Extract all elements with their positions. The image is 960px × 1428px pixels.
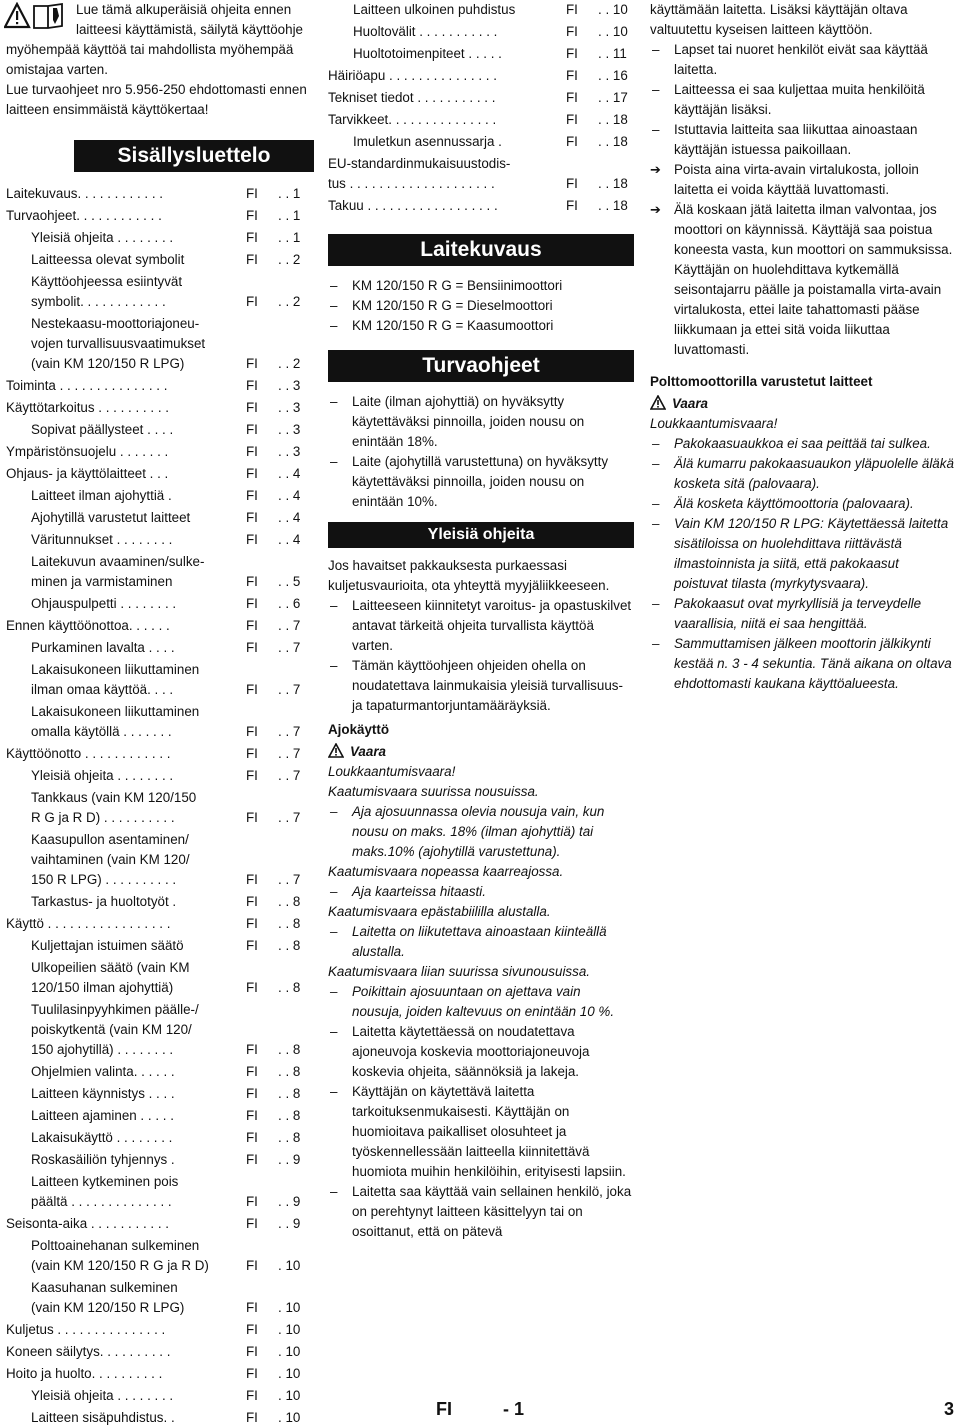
- toc-entry-page: . . 7: [278, 768, 301, 783]
- toc-entry-title: Tarvikkeet. . . . . . . . . . . . . . .: [328, 112, 497, 127]
- toc-entry-title: Häiriöapu . . . . . . . . . . . . . . .: [328, 68, 497, 83]
- toc-entry-title: Kuljetus . . . . . . . . . . . . . . .: [6, 1322, 166, 1337]
- toc-entry-page: . . 8: [278, 980, 301, 995]
- toc-entry[interactable]: [6, 958, 314, 998]
- toc-entry[interactable]: [6, 442, 314, 462]
- toc-entry-title: Huoltovälit . . . . . . . . . . .: [353, 24, 498, 39]
- toc-entry-page: . . 3: [278, 378, 301, 393]
- ajo-dash-2: – Aja kaarteissa hitaasti.: [328, 882, 634, 902]
- toc-entry-lang: FI: [246, 724, 258, 739]
- toc-entry[interactable]: [328, 154, 634, 194]
- list-item: – Sammuttamisen jälkeen moottorin jälkikynti kestää n. 3 - 4 sekuntia. Tänä aikana on oltava ehdottomasti kaukana käyttöalueesta.: [650, 634, 954, 694]
- toc-entry[interactable]: [6, 1342, 314, 1362]
- ajo-line-4: Kaatumisvaara epästabiililla alustalla.: [328, 904, 551, 919]
- toc-entry-page: . . 4: [278, 510, 301, 525]
- toc-entry-title: Käyttöönotto . . . . . . . . . . . .: [6, 746, 171, 761]
- toc-entry-title: Takuu . . . . . . . . . . . . . . . . . .: [328, 198, 498, 213]
- toc-entry-title: Ohjauspulpetti . . . . . . . .: [31, 596, 177, 611]
- toc-entry-lang: FI: [246, 1108, 258, 1123]
- toc-entry[interactable]: [6, 184, 314, 204]
- toc-entry-title: EU-standardinmukaisuustodis- tus . . . . . . . . . . . . . . . . . . . .: [328, 156, 511, 191]
- toc-entry-page: . . 2: [278, 294, 301, 309]
- ajo-line-2: Kaatumisvaara suurissa nousuissa.: [328, 784, 539, 799]
- list-item: – KM 120/150 R G = Bensiinimoottori: [328, 276, 634, 296]
- toc-entry-title: Hoito ja huolto. . . . . . . . . .: [6, 1366, 163, 1381]
- intro-text: Lue tämä alkuperäisiä ohjeita ennen laitteesi käyttämistä, säilytä käyttöohje myöhempää käyttöä tai mahdollista myöhempää omistajaa varten.: [6, 2, 304, 77]
- toc-entry-page: . 10: [278, 1388, 301, 1403]
- toc-entry-page: . . 7: [278, 872, 301, 887]
- footer-number: 3: [944, 1399, 955, 1419]
- toc-entry-lang: FI: [566, 46, 578, 61]
- toc-entry-title: Nestekaasu-moottoriajoneu- vojen turvallisuusvaatimukset (vain KM 120/150 R LPG): [31, 316, 206, 371]
- toc-entry-title: Turvaohjeet. . . . . . . . . . . .: [6, 208, 162, 223]
- toc-entry-page: . 10: [278, 1322, 301, 1337]
- toc-entry[interactable]: [6, 1278, 314, 1318]
- ajo-dash-4: – Poikittain ajosuuntaan on ajettava vain nousuja, joiden kaltevuus on enintään 10 %.: [328, 982, 634, 1022]
- toc-entry-page: . . 1: [278, 208, 301, 223]
- toc-entry-page: . . 4: [278, 532, 301, 547]
- toc-entry-lang: FI: [246, 574, 258, 589]
- toc-entry-lang: FI: [246, 532, 258, 547]
- toc-entry-title: Lakaisukäyttö . . . . . . . .: [31, 1130, 173, 1145]
- toc-entry[interactable]: [6, 1084, 314, 1104]
- toc-entry-page: . 10: [278, 1300, 301, 1315]
- toc-entry-page: . . 3: [278, 444, 301, 459]
- toc-entry-lang: FI: [246, 422, 258, 437]
- toc-entry-title: Ulkopeilien säätö (vain KM 120/150 ilman ajohyttiä): [31, 960, 190, 995]
- toc-entry-title: Tarkastus- ja huoltotyöt .: [31, 894, 177, 909]
- toc-entry-lang: FI: [246, 1258, 258, 1273]
- toc-entry-lang: FI: [246, 208, 258, 223]
- list-item: – Laitteeseen kiinnitetyt varoitus- ja opastuskilvet antavat tärkeitä ohjeita turvallista käyttöä varten.: [328, 596, 634, 656]
- toc-entry[interactable]: [6, 1214, 314, 1234]
- toc-entry-lang: FI: [566, 112, 578, 127]
- table-of-contents-continued: [328, 0, 634, 216]
- toc-entry-page: . . 18: [598, 176, 628, 191]
- toc-entry[interactable]: [328, 88, 634, 108]
- toc-entry-page: . . 8: [278, 1130, 301, 1145]
- toc-entry-page: . 10: [278, 1258, 301, 1273]
- intro: [6, 0, 314, 120]
- toc-entry[interactable]: [6, 660, 314, 700]
- toc-entry-page: . . 16: [598, 68, 628, 83]
- poltto-list: [650, 434, 954, 694]
- toc-entry-lang: FI: [246, 618, 258, 633]
- toc-entry-lang: FI: [566, 134, 578, 149]
- toc-entry-title: Laitteen sisäpuhdistus. .: [31, 1410, 175, 1425]
- vaara-heading: [328, 742, 634, 762]
- toc-entry[interactable]: [6, 206, 314, 226]
- toc-entry-page: . . 8: [278, 1086, 301, 1101]
- toc-entry[interactable]: [6, 892, 314, 912]
- toc-entry-page: . . 8: [278, 894, 301, 909]
- toc-entry[interactable]: [328, 66, 634, 86]
- toc-entry-lang: FI: [246, 510, 258, 525]
- toc-entry-lang: FI: [246, 466, 258, 481]
- toc-entry[interactable]: [6, 250, 314, 270]
- list-item: – Laitteessa ei saa kuljettaa muita henkilöitä käyttäjän lisäksi.: [650, 80, 954, 120]
- toc-entry-page: . . 1: [278, 230, 301, 245]
- column-1: [6, 0, 314, 1428]
- toc-entry-lang: FI: [566, 68, 578, 83]
- column-2: [328, 0, 634, 1242]
- ajokaytto-title: Ajokäyttö: [328, 722, 390, 737]
- list-item: – KM 120/150 R G = Kaasumoottori: [328, 316, 634, 336]
- toc-entry-page: . . 10: [598, 24, 628, 39]
- toc-entry-page: . . 4: [278, 466, 301, 481]
- list-item: – Älä kosketa käyttömoottoria (palovaara).: [650, 494, 954, 514]
- toc-entry-page: . . 2: [278, 252, 301, 267]
- toc-entry-title: Kuljettajan istuimen säätö: [31, 938, 184, 953]
- list-item: – Pakokaasut ovat myrkyllisiä ja terveydelle vaarallisia, niitä ei saa hengittää.: [650, 594, 954, 634]
- col3-list: [650, 40, 954, 160]
- toc-entry-page: . . 5: [278, 574, 301, 589]
- col2-tail-list: [328, 1022, 634, 1242]
- arrow-list-item: ➔ Poista aina virta-avain virtalukosta, jolloin laitetta ei voida käyttää luvattomasti.: [650, 160, 954, 200]
- vaara-label: Vaara: [350, 744, 386, 759]
- toc-entry-page: . . 7: [278, 618, 301, 633]
- toc-entry-page: . . 1: [278, 186, 301, 201]
- toc-entry-title: Ympäristönsuojelu . . . . . . .: [6, 444, 169, 459]
- yleisia-paragraph: Jos havaitset pakkauksesta purkaessasi kuljetusvaurioita, ota yhteyttä myyjäliikkeeseen.: [328, 558, 610, 593]
- toc-entry[interactable]: [6, 616, 314, 636]
- list-item: – Istuttavia laitteita saa liikuttaa ainoastaan käyttäjän istuessa paikoillaan.: [650, 120, 954, 160]
- toc-entry[interactable]: [6, 594, 314, 614]
- list-item: – Käyttäjän on käytettävä laitetta tarkoituksenmukaisesti. Käyttäjän on huomioitava paikalliset olosuhteet ja työskennellessään laitteella kiinnitettävä huomiota muihin henkilöihin, erityisesti lapsiin.: [328, 1082, 634, 1182]
- toc-entry-title: Tankkaus (vain KM 120/150 R G ja R D) . . . . . . . . . .: [31, 790, 197, 825]
- list-item: – KM 120/150 R G = Dieselmoottori: [328, 296, 634, 316]
- toc-entry-lang: FI: [246, 1042, 258, 1057]
- toc-entry-title: Ohjaus- ja käyttölaitteet . . .: [6, 466, 169, 481]
- toc-entry-lang: FI: [246, 596, 258, 611]
- footer-page: - 1: [503, 1399, 525, 1419]
- toc-entry-title: Laitteen kytkeminen pois päältä . . . . . . . . . . . . . .: [31, 1174, 179, 1209]
- toc-entry[interactable]: [6, 1172, 314, 1212]
- toc-entry-page: . . 6: [278, 596, 301, 611]
- toc-entry-lang: FI: [246, 640, 258, 655]
- arrow-list-item: ➔ Älä koskaan jätä laitetta ilman valvontaa, jos moottori on käynnissä. Käyttäjä saa poistua koneesta vasta, kun moottori on sammuksissa. Käyttäjän on huolehdittava kytkemällä seisontajarru päälle ja poistamalla virta-avain virtalukosta, ettei laite tahattomasti pääse liikkumaan ja ettei sitä voida liikuttaa luvattomasti.: [650, 200, 954, 360]
- toc-entry-page: . . 7: [278, 682, 301, 697]
- toc-entry[interactable]: [6, 376, 314, 396]
- ajo-dash-3: – Laitetta on liikutettava ainoastaan kiinteällä alustalla.: [328, 922, 634, 962]
- toc-entry-page: . . 8: [278, 938, 301, 953]
- toc-entry-page: . 10: [278, 1410, 301, 1425]
- toc-entry[interactable]: [328, 0, 634, 20]
- toc-entry-lang: FI: [246, 1152, 258, 1167]
- toc-entry-page: . . 10: [598, 2, 628, 17]
- toc-entry[interactable]: [6, 486, 314, 506]
- toc-entry-lang: FI: [246, 252, 258, 267]
- toc-entry-title: Laitteessa olevat symbolit: [31, 252, 185, 267]
- toc-entry-lang: FI: [566, 176, 578, 191]
- toc-entry-lang: FI: [246, 400, 258, 415]
- toc-entry-page: . . 8: [278, 1108, 301, 1123]
- toc-entry-lang: FI: [246, 378, 258, 393]
- toc-entry-lang: FI: [246, 1366, 258, 1381]
- toc-entry[interactable]: [6, 228, 314, 248]
- toc-entry-title: Laitteen ulkoinen puhdistus: [353, 2, 516, 17]
- toc-entry-lang: FI: [246, 894, 258, 909]
- warning-manual-icon: [4, 2, 72, 30]
- turvaohjeet-list: [328, 392, 634, 512]
- toc-entry[interactable]: [6, 464, 314, 484]
- list-item: – Laitetta käytettäessä on noudatettava ajoneuvoja koskevia moottoriajoneuvoja koskevia ohjeita, säännöksiä ja lakeja.: [328, 1022, 634, 1082]
- toc-entry-lang: FI: [246, 1322, 258, 1337]
- toc-entry-lang: FI: [246, 1300, 258, 1315]
- list-item: – Älä kumarru pakokaasuaukon yläpuolelle äläkä kosketa sitä (palovaara).: [650, 454, 954, 494]
- toc-entry-lang: FI: [246, 230, 258, 245]
- toc-entry-lang: FI: [246, 1388, 258, 1403]
- poltto-title: Polttomoottorilla varustetut laitteet: [650, 374, 873, 389]
- turvaohjeet-title: Turvaohjeet: [328, 350, 634, 382]
- footer-lang: FI: [436, 1399, 452, 1419]
- ajo-line-5: Kaatumisvaara liian suurissa sivunousuissa.: [328, 964, 590, 979]
- vaara-label: Vaara: [672, 396, 708, 411]
- toc-entry[interactable]: [6, 420, 314, 440]
- toc-entry-title: Sopivat päällysteet . . . .: [31, 422, 174, 437]
- toc-entry-page: . . 18: [598, 112, 628, 127]
- toc-entry-title: Ajohytillä varustetut laitteet: [31, 510, 191, 525]
- toc-entry[interactable]: [6, 1386, 314, 1406]
- toc-entry-title: Imuletkun asennussarja .: [353, 134, 502, 149]
- toc-entry[interactable]: [6, 1320, 314, 1340]
- ajo-dash-1: – Aja ajosuunnassa olevia nousuja vain, kun nousu on maks. 18% (ilman ajohyttiä) tai maks.10% (ajohytillä varustettuna).: [328, 802, 634, 862]
- toc-entry-page: . . 4: [278, 488, 301, 503]
- toc-entry-page: . . 17: [598, 90, 628, 105]
- toc-entry-page: . . 3: [278, 400, 301, 415]
- toc-entry-title: Käyttöohjeessa esiintyvät symbolit. . . . . . . . . . . .: [31, 274, 183, 309]
- toc-entry-title: Huoltotoimenpiteet . . . . .: [353, 46, 502, 61]
- toc-title: Sisällysluettelo: [74, 140, 314, 172]
- poltto-sub: Loukkaantumisvaara!: [650, 416, 778, 431]
- toc-entry-title: Lakaisukoneen liikuttaminen ilman omaa käyttöä. . . .: [31, 662, 200, 697]
- toc-entry-page: . . 8: [278, 1042, 301, 1057]
- toc-entry-lang: FI: [246, 1410, 258, 1425]
- toc-entry-page: . . 9: [278, 1216, 301, 1231]
- ajo-line-1: Loukkaantumisvaara!: [328, 764, 456, 779]
- toc-entry-title: Ennen käyttöönottoa. . . . . .: [6, 618, 170, 633]
- toc-entry[interactable]: [6, 398, 314, 418]
- toc-entry-title: Yleisiä ohjeita . . . . . . . .: [31, 1388, 174, 1403]
- toc-entry-lang: FI: [246, 186, 258, 201]
- toc-entry-title: Laitteen käynnistys . . . .: [31, 1086, 175, 1101]
- toc-entry-lang: FI: [246, 682, 258, 697]
- toc-entry-page: . . 7: [278, 640, 301, 655]
- col3-arrow-list: [650, 160, 954, 360]
- toc-entry[interactable]: [6, 914, 314, 934]
- toc-entry-lang: FI: [246, 810, 258, 825]
- toc-entry-lang: FI: [246, 872, 258, 887]
- toc-entry-page: . 10: [278, 1366, 301, 1381]
- toc-entry[interactable]: [328, 44, 634, 64]
- toc-entry[interactable]: [328, 196, 634, 216]
- toc-entry[interactable]: [6, 1000, 314, 1060]
- toc-entry-lang: FI: [246, 488, 258, 503]
- toc-entry-page: . . 18: [598, 134, 628, 149]
- toc-entry-lang: FI: [566, 2, 578, 17]
- toc-entry-page: . . 7: [278, 810, 301, 825]
- toc-entry[interactable]: [6, 788, 314, 828]
- list-item: – Laitetta saa käyttää vain sellainen henkilö, joka on perehtynyt laitteen käsittelyyn tai on osoittanut, että on pätevä: [328, 1182, 634, 1242]
- toc-entry-title: Yleisiä ohjeita . . . . . . . .: [31, 768, 174, 783]
- list-item: – Tämän käyttöohjeen ohjeiden ohella on noudatettava lainmukaisia yleisiä turvallisuus- ja tapaturmantorjuntamääräyksiä.: [328, 656, 634, 716]
- toc-entry[interactable]: [6, 702, 314, 742]
- toc-entry-title: Lakaisukoneen liikuttaminen omalla käytöllä . . . . . . .: [31, 704, 200, 739]
- toc-entry-title: Toiminta . . . . . . . . . . . . . . .: [6, 378, 168, 393]
- toc-entry-title: Käyttötarkoitus . . . . . . . . . .: [6, 400, 169, 415]
- toc-entry-title: Seisonta-aika . . . . . . . . . . .: [6, 1216, 169, 1231]
- toc-entry-page: . . 7: [278, 746, 301, 761]
- toc-entry[interactable]: [6, 530, 314, 550]
- toc-entry-title: Koneen säilytys. . . . . . . . . .: [6, 1344, 171, 1359]
- toc-entry-lang: FI: [246, 1064, 258, 1079]
- toc-entry[interactable]: [6, 272, 314, 312]
- toc-entry[interactable]: [328, 132, 634, 152]
- toc-entry-page: . . 9: [278, 1194, 301, 1209]
- toc-entry[interactable]: [6, 766, 314, 786]
- toc-entry-title: Laitteen ajaminen . . . . .: [31, 1108, 174, 1123]
- toc-entry-lang: FI: [246, 294, 258, 309]
- list-item: – Laite (ilman ajohyttiä) on hyväksytty käytettäväksi pinnoilla, joiden nousu on enintään 18%.: [328, 392, 634, 452]
- toc-entry[interactable]: [328, 22, 634, 42]
- toc-entry-title: Laitekuvaus. . . . . . . . . . . .: [6, 186, 164, 201]
- toc-entry-lang: FI: [566, 24, 578, 39]
- laitekuvaus-title: Laitekuvaus: [328, 234, 634, 266]
- table-of-contents: [6, 184, 314, 1428]
- toc-entry-lang: FI: [246, 746, 258, 761]
- toc-entry-lang: FI: [246, 444, 258, 459]
- toc-entry[interactable]: [6, 1236, 314, 1276]
- toc-entry-page: . . 11: [598, 46, 627, 61]
- toc-entry-title: Ohjelmien valinta. . . . . .: [31, 1064, 175, 1079]
- toc-entry[interactable]: [6, 1062, 314, 1082]
- intro-text-2: Lue turvaohjeet nro 5.956-250 ehdottomasti ennen laitteen ensimmäistä käyttökertaa!: [6, 82, 307, 117]
- toc-entry[interactable]: [6, 1150, 314, 1170]
- toc-entry-lang: FI: [246, 768, 258, 783]
- toc-entry-lang: FI: [246, 1130, 258, 1145]
- toc-entry[interactable]: [6, 830, 314, 890]
- toc-entry[interactable]: [328, 110, 634, 130]
- col3-paragraph: käyttämään laitetta. Lisäksi käyttäjän oltava valtuutettu kyseisen laitteen käyttöön.: [650, 2, 908, 37]
- toc-entry-lang: FI: [566, 90, 578, 105]
- list-item: – Vain KM 120/150 R LPG: Käytettäessä laitetta sisätiloissa on huolehdittava riittävästä ilmastoinnista ja siitä, että pakokaasut poistuvat tilasta (myrkytysvaara).: [650, 514, 954, 594]
- list-item: – Lapset tai nuoret henkilöt eivät saa käyttää laitetta.: [650, 40, 954, 80]
- toc-entry-title: Kaasupullon asentaminen/ vaihtaminen (vain KM 120/ 150 R LPG) . . . . . . . . . .: [31, 832, 190, 887]
- toc-entry-title: Laitekuvun avaaminen/sulke- minen ja varmistaminen: [31, 554, 205, 589]
- warning-icon: [328, 743, 344, 758]
- toc-entry-lang: FI: [566, 198, 578, 213]
- yleisia-title: Yleisiä ohjeita: [328, 522, 634, 548]
- list-item: – Laite (ajohytillä varustettuna) on hyväksytty käytettäväksi pinnoilla, joiden nousu on enintään 10%.: [328, 452, 634, 512]
- warning-icon: [650, 395, 666, 410]
- toc-entry-page: . . 8: [278, 1064, 301, 1079]
- toc-entry-title: Kaasuhanan sulkeminen (vain KM 120/150 R LPG): [31, 1280, 185, 1315]
- toc-entry-lang: FI: [246, 1086, 258, 1101]
- toc-entry-page: . . 7: [278, 724, 301, 739]
- toc-entry-title: Käyttö . . . . . . . . . . . . . . . . .: [6, 916, 171, 931]
- toc-entry[interactable]: [6, 1408, 314, 1428]
- yleisia-list: [328, 596, 634, 716]
- toc-entry[interactable]: [6, 1128, 314, 1148]
- toc-entry[interactable]: [6, 744, 314, 764]
- toc-entry-title: Tuulilasinpyyhkimen päälle-/ poiskytkentä (vain KM 120/ 150 ajohytillä) . . . . . . . .: [31, 1002, 199, 1057]
- toc-entry-title: Roskasäiliön tyhjennys .: [31, 1152, 175, 1167]
- ajo-line-3: Kaatumisvaara nopeassa kaarreajossa.: [328, 864, 564, 879]
- toc-entry-lang: FI: [246, 916, 258, 931]
- toc-entry-lang: FI: [246, 356, 258, 371]
- toc-entry[interactable]: [6, 314, 314, 374]
- poltto-vaara-heading: [650, 394, 954, 414]
- toc-entry-page: . . 2: [278, 356, 301, 371]
- toc-entry-title: Purkaminen lavalta . . . .: [31, 640, 175, 655]
- toc-entry-lang: FI: [246, 1194, 258, 1209]
- toc-entry-title: Polttoainehanan sulkeminen (vain KM 120/150 R G ja R D): [31, 1238, 209, 1273]
- toc-entry-page: . . 18: [598, 198, 628, 213]
- toc-entry-page: . . 9: [278, 1152, 301, 1167]
- toc-entry-lang: FI: [246, 1216, 258, 1231]
- toc-entry-title: Väritunnukset . . . . . . . .: [31, 532, 173, 547]
- toc-entry-title: Laitteet ilman ajohyttiä .: [31, 488, 172, 503]
- toc-entry-lang: FI: [246, 938, 258, 953]
- toc-entry-lang: FI: [246, 980, 258, 995]
- laitekuvaus-list: [328, 276, 634, 336]
- toc-entry[interactable]: [6, 508, 314, 528]
- list-item: – Pakokaasuaukkoa ei saa peittää tai sulkea.: [650, 434, 954, 454]
- toc-entry[interactable]: [6, 1364, 314, 1384]
- toc-entry-title: Yleisiä ohjeita . . . . . . . .: [31, 230, 174, 245]
- column-3: [650, 0, 954, 694]
- toc-entry-page: . . 8: [278, 916, 301, 931]
- toc-entry[interactable]: [6, 1106, 314, 1126]
- toc-entry[interactable]: [6, 936, 314, 956]
- toc-entry-title: Tekniset tiedot . . . . . . . . . . .: [328, 90, 496, 105]
- toc-entry-page: . . 3: [278, 422, 301, 437]
- toc-entry-page: . 10: [278, 1344, 301, 1359]
- toc-entry[interactable]: [6, 638, 314, 658]
- toc-entry-lang: FI: [246, 1344, 258, 1359]
- toc-entry[interactable]: [6, 552, 314, 592]
